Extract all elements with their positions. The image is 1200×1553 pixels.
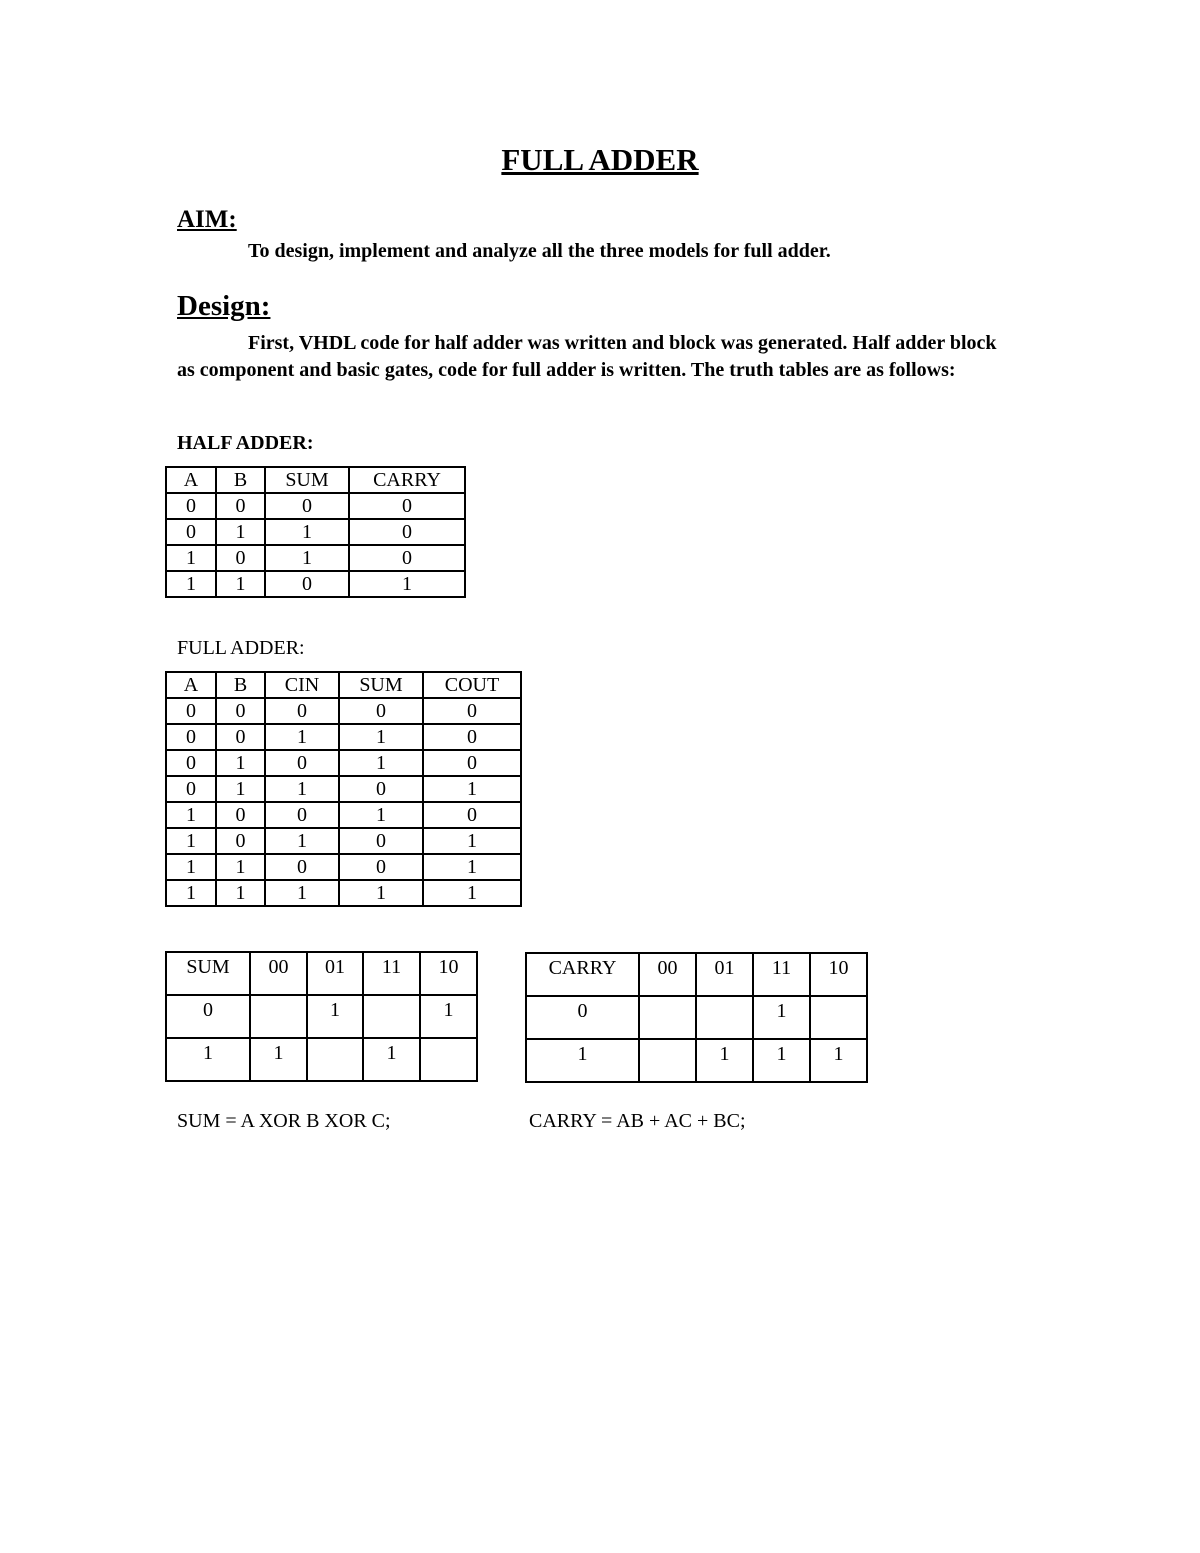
- full-adder-row: [166, 698, 521, 724]
- half-adder-cell: 0: [216, 493, 265, 519]
- sum-kmap-cell: 0: [166, 995, 250, 1038]
- half-adder-row: [166, 519, 465, 545]
- full-adder-cell: 1: [265, 776, 339, 802]
- half-adder-cell: 0: [265, 571, 349, 597]
- carry-equation: CARRY = AB + AC + BC;: [529, 1110, 746, 1132]
- carry-kmap-cell: 1: [526, 1039, 639, 1082]
- full-adder-cell: 0: [265, 854, 339, 880]
- aim-heading: AIM:: [177, 206, 237, 233]
- full-adder-cell: 1: [423, 854, 521, 880]
- full-adder-row: [166, 802, 521, 828]
- page-title: FULL ADDER: [501, 142, 699, 177]
- half-adder-cell: 0: [166, 519, 216, 545]
- sum-kmap-header-cell: SUM: [166, 952, 250, 995]
- full-adder-cell: 1: [339, 724, 423, 750]
- full-adder-header-cell: A: [166, 672, 216, 698]
- full-adder-cell: 0: [423, 750, 521, 776]
- full-adder-cell: 1: [339, 750, 423, 776]
- half-adder-cell: 0: [216, 545, 265, 571]
- full-adder-cell: 0: [339, 854, 423, 880]
- sum-kmap-cell: 1: [363, 1038, 420, 1081]
- full-adder-truth-table: [165, 671, 522, 907]
- full-adder-cell: 0: [339, 698, 423, 724]
- half-adder-header-cell: A: [166, 467, 216, 493]
- half-adder-cell: 1: [349, 571, 465, 597]
- half-adder-truth-table: [165, 466, 466, 598]
- design-paragraph: First, VHDL code for half adder was written and block was generated. Half adder block as component and basic gates, code for full adder is written. The truth tables are as follows:: [177, 332, 997, 381]
- full-adder-cell: 0: [265, 750, 339, 776]
- full-adder-label: FULL ADDER:: [177, 637, 305, 659]
- half-adder-cell: 1: [265, 519, 349, 545]
- full-adder-cell: 1: [265, 828, 339, 854]
- half-adder-cell: 1: [166, 571, 216, 597]
- full-adder-cell: 1: [339, 880, 423, 906]
- carry-kmap: [525, 952, 868, 1083]
- half-adder-header-cell: B: [216, 467, 265, 493]
- full-adder-cell: 0: [216, 724, 265, 750]
- sum-kmap-header-cell: 00: [250, 952, 307, 995]
- sum-kmap-cell: [307, 1038, 363, 1081]
- full-adder-cell: 1: [423, 828, 521, 854]
- full-adder-cell: 1: [216, 854, 265, 880]
- aim-text: To design, implement and analyze all the three models for full adder.: [248, 240, 831, 262]
- half-adder-cell: 0: [166, 493, 216, 519]
- half-adder-cell: 0: [265, 493, 349, 519]
- full-adder-header-cell: CIN: [265, 672, 339, 698]
- sum-kmap-cell: 1: [250, 1038, 307, 1081]
- full-adder-cell: 0: [166, 776, 216, 802]
- full-adder-row: [166, 854, 521, 880]
- half-adder-cell: 0: [349, 519, 465, 545]
- carry-kmap-cell: 1: [696, 1039, 753, 1082]
- carry-kmap-header-row: [526, 953, 867, 996]
- carry-kmap-cell: 1: [753, 996, 810, 1039]
- half-adder-cell: 1: [216, 519, 265, 545]
- sum-kmap-header-cell: 11: [363, 952, 420, 995]
- sum-kmap-cell: [363, 995, 420, 1038]
- carry-kmap-cell: [810, 996, 867, 1039]
- sum-kmap-header-cell: 10: [420, 952, 477, 995]
- full-adder-cell: 0: [339, 776, 423, 802]
- half-adder-header-cell: SUM: [265, 467, 349, 493]
- half-adder-header-cell: CARRY: [349, 467, 465, 493]
- half-adder-cell: 0: [349, 545, 465, 571]
- carry-kmap-cell: 1: [810, 1039, 867, 1082]
- full-adder-cell: 1: [265, 724, 339, 750]
- carry-kmap-cell: [639, 1039, 696, 1082]
- full-adder-cell: 0: [216, 828, 265, 854]
- full-adder-cell: 0: [423, 802, 521, 828]
- sum-kmap-cell: 1: [166, 1038, 250, 1081]
- full-adder-cell: 0: [339, 828, 423, 854]
- carry-kmap-header-cell: 01: [696, 953, 753, 996]
- sum-kmap-header-cell: 01: [307, 952, 363, 995]
- full-adder-row: [166, 750, 521, 776]
- design-heading: Design:: [177, 290, 271, 322]
- carry-kmap-row: [526, 1039, 867, 1082]
- sum-kmap: [165, 951, 478, 1082]
- half-adder-cell: 1: [265, 545, 349, 571]
- carry-kmap-cell: 1: [753, 1039, 810, 1082]
- carry-kmap-header-cell: 00: [639, 953, 696, 996]
- sum-kmap-cell: 1: [420, 995, 477, 1038]
- carry-kmap-header-cell: 10: [810, 953, 867, 996]
- half-adder-header-row: [166, 467, 465, 493]
- full-adder-cell: 0: [265, 802, 339, 828]
- full-adder-cell: 0: [265, 698, 339, 724]
- carry-kmap-cell: [696, 996, 753, 1039]
- carry-kmap-header-cell: 11: [753, 953, 810, 996]
- half-adder-row: [166, 493, 465, 519]
- sum-kmap-header-row: [166, 952, 477, 995]
- half-adder-row: [166, 571, 465, 597]
- full-adder-cell: 0: [423, 724, 521, 750]
- full-adder-cell: 0: [216, 802, 265, 828]
- carry-kmap-row: [526, 996, 867, 1039]
- full-adder-cell: 1: [216, 750, 265, 776]
- full-adder-cell: 1: [166, 880, 216, 906]
- full-adder-cell: 1: [216, 776, 265, 802]
- full-adder-cell: 1: [423, 776, 521, 802]
- full-adder-cell: 1: [265, 880, 339, 906]
- full-adder-cell: 1: [166, 828, 216, 854]
- sum-kmap-cell: [250, 995, 307, 1038]
- full-adder-cell: 1: [216, 880, 265, 906]
- carry-kmap-header-cell: CARRY: [526, 953, 639, 996]
- half-adder-row: [166, 545, 465, 571]
- carry-kmap-cell: [639, 996, 696, 1039]
- full-adder-header-row: [166, 672, 521, 698]
- full-adder-header-cell: B: [216, 672, 265, 698]
- sum-kmap-row: [166, 995, 477, 1038]
- full-adder-cell: 0: [166, 724, 216, 750]
- full-adder-cell: 1: [339, 802, 423, 828]
- sum-kmap-cell: 1: [307, 995, 363, 1038]
- full-adder-cell: 1: [166, 854, 216, 880]
- half-adder-cell: 0: [349, 493, 465, 519]
- full-adder-row: [166, 724, 521, 750]
- sum-kmap-cell: [420, 1038, 477, 1081]
- full-adder-row: [166, 776, 521, 802]
- sum-equation: SUM = A XOR B XOR C;: [177, 1110, 391, 1132]
- full-adder-cell: 1: [166, 802, 216, 828]
- full-adder-cell: 0: [423, 698, 521, 724]
- full-adder-cell: 0: [166, 750, 216, 776]
- carry-kmap-cell: 0: [526, 996, 639, 1039]
- full-adder-cell: 0: [216, 698, 265, 724]
- full-adder-header-cell: COUT: [423, 672, 521, 698]
- full-adder-row: [166, 828, 521, 854]
- half-adder-cell: 1: [166, 545, 216, 571]
- sum-kmap-row: [166, 1038, 477, 1081]
- full-adder-header-cell: SUM: [339, 672, 423, 698]
- full-adder-cell: 0: [166, 698, 216, 724]
- full-adder-cell: 1: [423, 880, 521, 906]
- half-adder-label: HALF ADDER:: [177, 432, 314, 454]
- half-adder-cell: 1: [216, 571, 265, 597]
- full-adder-row: [166, 880, 521, 906]
